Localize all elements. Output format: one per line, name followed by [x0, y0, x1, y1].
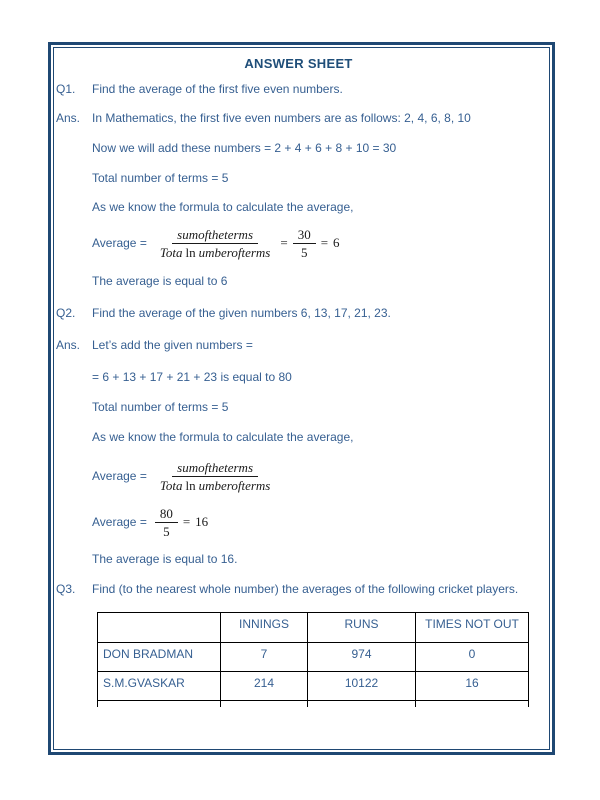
q2-formula1-fraction: [155, 460, 276, 493]
table-cutoff-row: [98, 701, 529, 707]
q2-answer-line4: As we know the formula to calculate the average,: [92, 430, 354, 444]
header-innings: INNINGS: [221, 613, 308, 643]
q2-formula2-lead: Average =: [92, 515, 147, 529]
q2-answer-line3: Total number of terms = 5: [92, 400, 229, 414]
header-runs: RUNS: [308, 613, 416, 643]
q1-formula-value-fraction: [293, 227, 316, 260]
q2-answer-line1: Let’s add the given numbers =: [92, 338, 253, 352]
q2-formula2-result: 16: [195, 514, 209, 529]
q1-conclusion: The average is equal to 6: [92, 274, 228, 288]
cell-times-not-out: 16: [416, 672, 529, 701]
q2-label: Q2.: [56, 306, 76, 320]
answer-sheet-content: [54, 48, 549, 749]
q2-den-part1: Tota: [159, 477, 183, 493]
cell-innings: 214: [221, 672, 308, 701]
table-row: [98, 643, 529, 672]
q1-answer-line4: As we know the formula to calculate the average,: [92, 200, 354, 214]
q2-conclusion: The average is equal to 16.: [92, 552, 238, 566]
q1-den-part3: umberofterms: [198, 244, 271, 260]
q2-answer-row: [56, 338, 541, 353]
q2-formula1-denominator: [155, 477, 276, 493]
q3-question-text: Find (to the nearest whole number) the averages of the following cricket players.: [92, 582, 519, 596]
table-header-row: [98, 613, 529, 643]
q2-question-text: Find the average of the given numbers 6, 13, 17, 21, 23.: [92, 306, 391, 320]
q1-average-formula: [92, 225, 541, 261]
q2-formula2-fraction: [155, 506, 178, 539]
cell-times-not-out: 0: [416, 643, 529, 672]
q2-formula1-lead: Average =: [92, 469, 147, 483]
q2-answer-line2: = 6 + 13 + 17 + 21 + 23 is equal to 80: [92, 370, 292, 384]
q1-formula-numerator: sumoftheterms: [172, 227, 258, 244]
q1-value-numerator: 30: [293, 227, 316, 244]
q1-label: Q1.: [56, 82, 76, 96]
q3-question-row: [56, 582, 541, 597]
q1-question-row: [56, 82, 541, 97]
cell-innings: 7: [221, 643, 308, 672]
q1-question-text: Find the average of the first five even numbers.: [92, 82, 343, 96]
q1-den-part2: ln: [185, 244, 196, 260]
q1-formula-fraction: [155, 227, 276, 260]
q1-value-denominator: 5: [300, 244, 308, 260]
q2-value-denominator: 5: [163, 523, 170, 539]
q2-value-numerator: 80: [155, 506, 178, 523]
q2-question-row: [56, 306, 541, 321]
cell-player: S.M.GVASKAR: [98, 672, 221, 701]
q2-formula1-numerator: sumoftheterms: [172, 460, 258, 477]
page-border-frame: [48, 42, 555, 755]
cricket-stats-table: [97, 612, 529, 707]
q2-average-value-formula: [92, 504, 541, 540]
page-border-inner: [53, 47, 550, 750]
q1-answer-line3: Total number of terms = 5: [92, 171, 229, 185]
cell-runs: 974: [308, 643, 416, 672]
q2-average-formula: [92, 458, 541, 494]
q1-den-part1: Tota: [159, 244, 183, 260]
header-times-not-out: TIMES NOT OUT: [416, 613, 529, 643]
q3-label: Q3.: [56, 582, 76, 596]
q1-formula-equals1: =: [280, 235, 288, 250]
cell-player: DON BRADMAN: [98, 643, 221, 672]
table-row: [98, 672, 529, 701]
q1-formula-equals2: =: [320, 235, 329, 250]
q1-formula-lead: Average =: [92, 236, 147, 250]
q2-den-part3: umberofterms: [198, 477, 271, 493]
q2-formula2-equals: =: [182, 514, 191, 529]
q2-den-part2: ln: [185, 477, 196, 493]
q1-formula-result: 6: [333, 235, 340, 250]
q2-ans-label: Ans.: [56, 338, 81, 352]
q1-answer-row: [56, 111, 541, 126]
q1-ans-label: Ans.: [56, 111, 81, 125]
q1-answer-line2: Now we will add these numbers = 2 + 4 + 6 + 8 + 10 = 30: [92, 141, 397, 155]
page-title: ANSWER SHEET: [244, 56, 353, 71]
cell-runs: 10122: [308, 672, 416, 701]
q1-answer-line1: In Mathematics, the first five even numbers are as follows: 2, 4, 6, 8, 10: [92, 111, 471, 125]
header-player: [98, 613, 221, 643]
q1-formula-denominator: [155, 244, 276, 260]
